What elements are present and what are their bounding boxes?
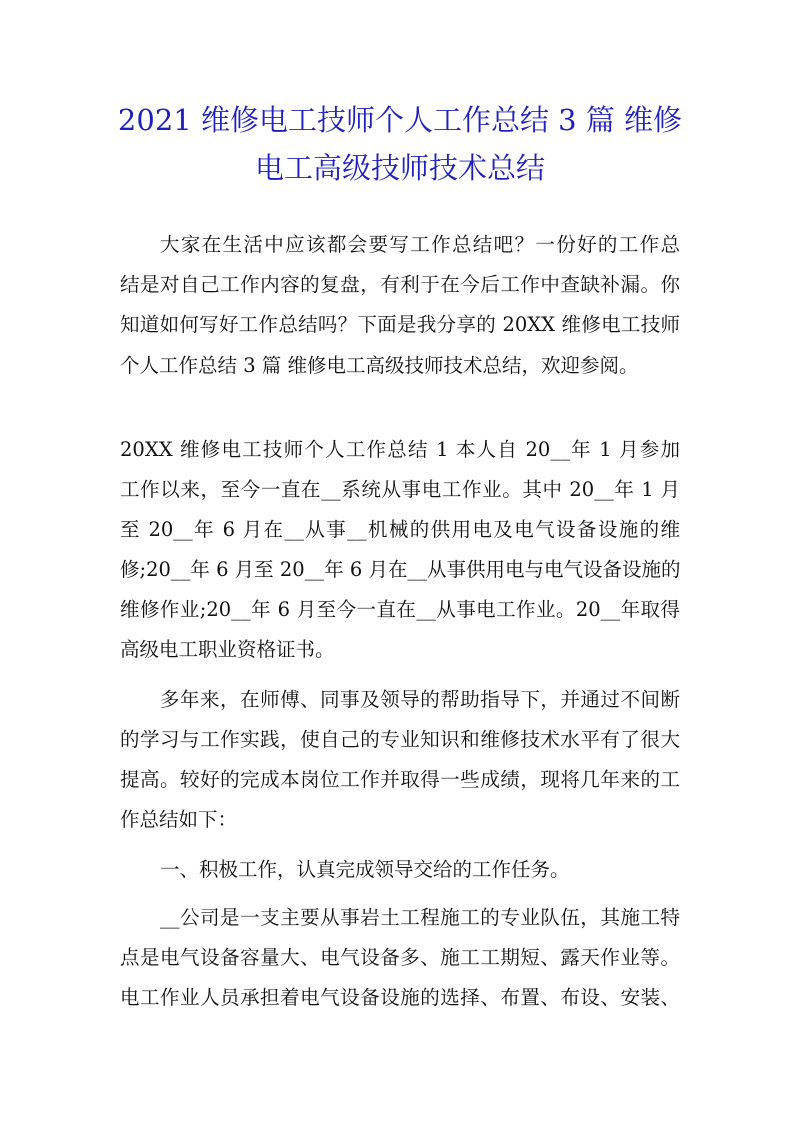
- intro-line: 个人工作总结 3 篇 维修电工高级技师技术总结，欢迎参阅。: [120, 354, 639, 377]
- paragraph3-line: __公司是一支主要从事岩土工程施工的专业队伍，其施工特: [160, 906, 680, 929]
- paragraph3-line: 点是电气设备容量大、电气设备多、施工工期短、露天作业等。: [120, 946, 680, 969]
- section1-line: 工作以来，至今一直在__系统从事电工作业。其中 20__年 1 月: [120, 478, 680, 501]
- title-line-1: 2021 维修电工技师个人工作总结 3 篇 维修: [117, 103, 683, 137]
- title-line-2: 电工高级技师技术总结: [254, 151, 545, 185]
- paragraph2-line: 的学习与工作实践，使自己的专业知识和维修技术水平有了很大: [120, 728, 680, 751]
- document-title: [100, 96, 700, 192]
- section1-line: 20XX 维修电工技师个人工作总结 1 本人自 20__年 1 月参加: [120, 438, 680, 461]
- paragraph2-line: 多年来，在师傅、同事及领导的帮助指导下，并通过不间断: [160, 688, 680, 711]
- paragraph2-line: 作总结如下：: [120, 808, 238, 831]
- intro-line: 大家在生活中应该都会要写工作总结吧？一份好的工作总: [160, 233, 680, 256]
- intro-line: 知道如何写好工作总结吗？下面是我分享的 20XX 维修电工技师: [120, 313, 680, 336]
- section1-line: 修;20__年 6 月至 20__年 6 月在__从事供用电与电气设备设施的: [120, 558, 681, 581]
- intro-line: 结是对自己工作内容的复盘，有利于在今后工作中查缺补漏。你: [120, 273, 680, 296]
- section-heading: 一、积极工作，认真完成领导交给的工作任务。: [160, 858, 570, 881]
- paragraph2-line: 提高。较好的完成本岗位工作并取得一些成绩，现将几年来的工: [120, 768, 680, 791]
- section1-line: 至 20__年 6 月在__从事__机械的供用电及电气设备设施的维: [120, 518, 680, 541]
- paragraph3-line: 电工作业人员承担着电气设备设施的选择、布置、布设、安装、: [120, 986, 680, 1009]
- section1-line: 高级电工职业资格证书。: [120, 638, 335, 661]
- section1-line: 维修作业;20__年 6 月至今一直在__从事电工作业。20__年取得: [120, 598, 680, 621]
